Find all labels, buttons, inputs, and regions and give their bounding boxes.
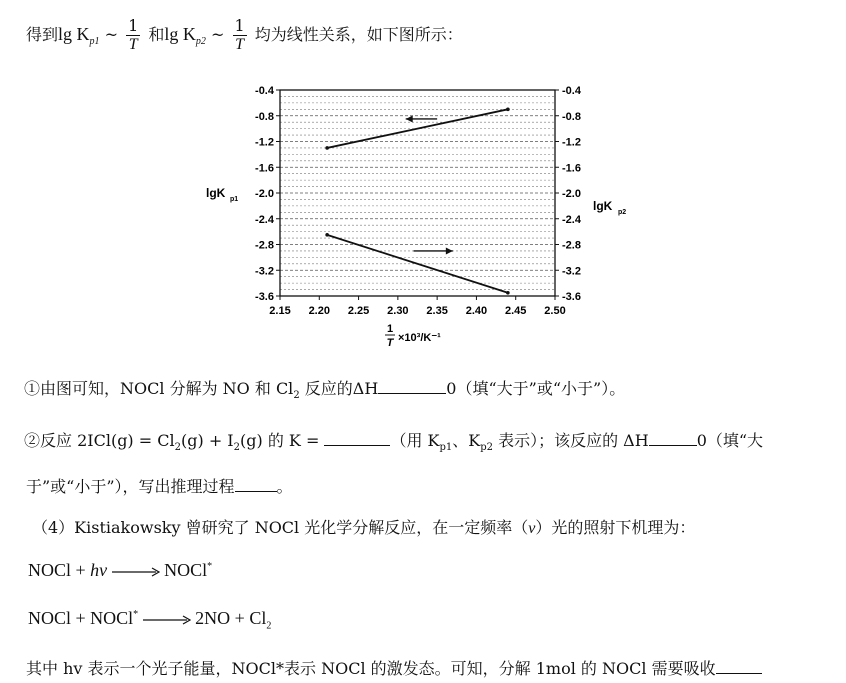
q2-text-b: (g) + I xyxy=(181,431,234,450)
intro-prefix: 得到 xyxy=(26,25,59,44)
equation-1 xyxy=(28,560,212,581)
q2-text-d: （用 K xyxy=(390,431,440,450)
fraction-1-over-t: $\frac{1}{T}$ xyxy=(128,16,139,53)
q2-sub1: 2 xyxy=(174,442,181,454)
x-tick-label: 2.25 xyxy=(347,305,370,317)
y-right-axis-label-sub: p2 xyxy=(618,208,627,216)
question-2 xyxy=(24,428,763,453)
x-tick-label: 2.30 xyxy=(387,305,409,317)
x-tick-label: 2.35 xyxy=(426,305,448,317)
y-left-tick-label: -0.8 xyxy=(255,110,274,123)
axis-arrow-head-left xyxy=(406,115,413,122)
eq2-sub: 2 xyxy=(266,620,272,632)
series-point xyxy=(325,233,329,237)
q2-text-f: 表示）；该反应的 ΔH xyxy=(493,431,649,450)
x-tick-label: 2.20 xyxy=(308,305,330,317)
eq1-arrow-icon xyxy=(112,567,160,577)
q2-text-e: 、K xyxy=(452,431,481,450)
term1-sub: p1 xyxy=(89,36,100,48)
q1-text-c: 0（填“大于”或“小于”）。 xyxy=(446,379,626,398)
y-left-tick-label: -2.4 xyxy=(255,213,274,226)
eq2-rhs: 2NO + Cl xyxy=(195,608,267,628)
question-2-continued xyxy=(26,474,293,497)
y-left-tick-label: -3.6 xyxy=(255,291,274,303)
eq2-arrow-icon xyxy=(143,615,191,625)
x-tick-label: 2.45 xyxy=(505,305,527,317)
question-1 xyxy=(24,376,625,401)
q2-text-c: (g) 的 K = xyxy=(240,431,320,450)
q2-text-g: 0（填“大 xyxy=(696,431,764,450)
final-line xyxy=(26,656,762,679)
x-axis-label-numerator: 1 xyxy=(386,323,394,335)
eq1-lhs: NOCl + xyxy=(28,560,91,580)
y-right-tick-label: -2.8 xyxy=(562,239,581,252)
eq1-rhs: NOCl xyxy=(164,560,208,580)
tilde-2: ~ xyxy=(211,25,225,44)
y-right-tick-label: -3.2 xyxy=(562,265,581,278)
intro-and: 和 xyxy=(148,25,165,44)
tilde-1: ~ xyxy=(104,25,119,44)
y-right-tick-label: -1.2 xyxy=(562,136,581,149)
x-tick-label: 2.50 xyxy=(544,305,566,317)
axis-arrow-head-right xyxy=(446,247,453,254)
eq2-star: * xyxy=(133,609,139,620)
y-left-tick-label: -0.4 xyxy=(255,85,274,97)
y-right-tick-label: -3.6 xyxy=(562,291,581,303)
q2-sub2: 2 xyxy=(233,442,240,454)
q1-text-a: ①由图可知，NOCl 分解为 NO 和 Cl xyxy=(24,379,294,398)
q2-text-a: ②反应 2ICl(g) = Cl xyxy=(24,431,175,450)
y-left-tick-label: -3.2 xyxy=(255,265,274,278)
q4-text-a: （4）Kistiakowsky 曾研究了 NOCl 光化学分解反应，在一定频率（ xyxy=(32,518,529,537)
series-point xyxy=(506,291,510,295)
y-right-tick-label: -0.8 xyxy=(562,110,581,123)
x-tick-label: 2.15 xyxy=(269,305,291,317)
y-right-axis-label: lgK xyxy=(593,198,613,213)
q1-text-b: 反应的ΔH xyxy=(299,379,379,398)
final-text: 其中 hv 表示一个光子能量，NOCl*表示 NOCl 的激发态。可知，分解 1mol 的 NOCl 需要吸收 xyxy=(26,659,716,678)
q4-nu: v xyxy=(528,520,536,537)
y-left-tick-label: -1.2 xyxy=(255,136,274,149)
y-right-tick-label: -2.0 xyxy=(562,188,581,200)
q4-text-b: ）光的照射下机理为： xyxy=(535,518,696,537)
q2-cont-b: 。 xyxy=(276,477,293,496)
y-right-tick-label: -1.6 xyxy=(562,162,581,175)
equation-2 xyxy=(28,608,271,632)
y-left-axis-label-sub: p1 xyxy=(230,196,239,203)
eq1-star: * xyxy=(207,561,213,572)
x-axis-label-rest: ×10³/K⁻¹ xyxy=(398,332,441,344)
x-axis-label-denominator: T xyxy=(386,337,394,349)
y-left-axis-label: lgK xyxy=(206,186,226,200)
q2-sub3: p1 xyxy=(439,442,453,454)
fraction-2-over-t: $\frac{1}{T}$ xyxy=(234,16,245,53)
term2: lg K xyxy=(164,24,196,44)
q1-sub: 2 xyxy=(293,390,300,402)
final-blank[interactable] xyxy=(716,659,762,674)
x-tick-label: 2.40 xyxy=(465,305,488,317)
y-left-tick-label: -2.0 xyxy=(255,188,274,200)
q1-blank[interactable] xyxy=(378,379,446,394)
series-point xyxy=(325,146,329,150)
term1: lg K xyxy=(58,24,90,44)
question-4 xyxy=(32,515,695,538)
y-left-tick-label: -2.8 xyxy=(255,239,274,252)
y-right-tick-label: -0.4 xyxy=(562,85,581,97)
q2-k-blank[interactable] xyxy=(324,431,390,446)
intro-suffix: 均为线性关系，如下图所示： xyxy=(254,25,463,44)
intro-line xyxy=(26,18,463,53)
term2-sub: p2 xyxy=(195,36,206,48)
y-left-tick-label: -1.6 xyxy=(255,162,274,175)
q2-dh-blank[interactable] xyxy=(649,431,697,446)
eq2-lhs: NOCl + NOCl xyxy=(28,608,134,628)
lgk-vs-inverse-t-chart xyxy=(200,78,640,358)
q2-reasoning-blank[interactable] xyxy=(235,477,277,492)
series-point xyxy=(506,108,510,112)
eq1-hv: hv xyxy=(90,560,108,580)
q2-cont-a: 于”或“小于”），写出推理过程 xyxy=(26,477,235,496)
y-right-tick-label: -2.4 xyxy=(562,213,581,226)
q2-sub4: p2 xyxy=(480,442,493,454)
